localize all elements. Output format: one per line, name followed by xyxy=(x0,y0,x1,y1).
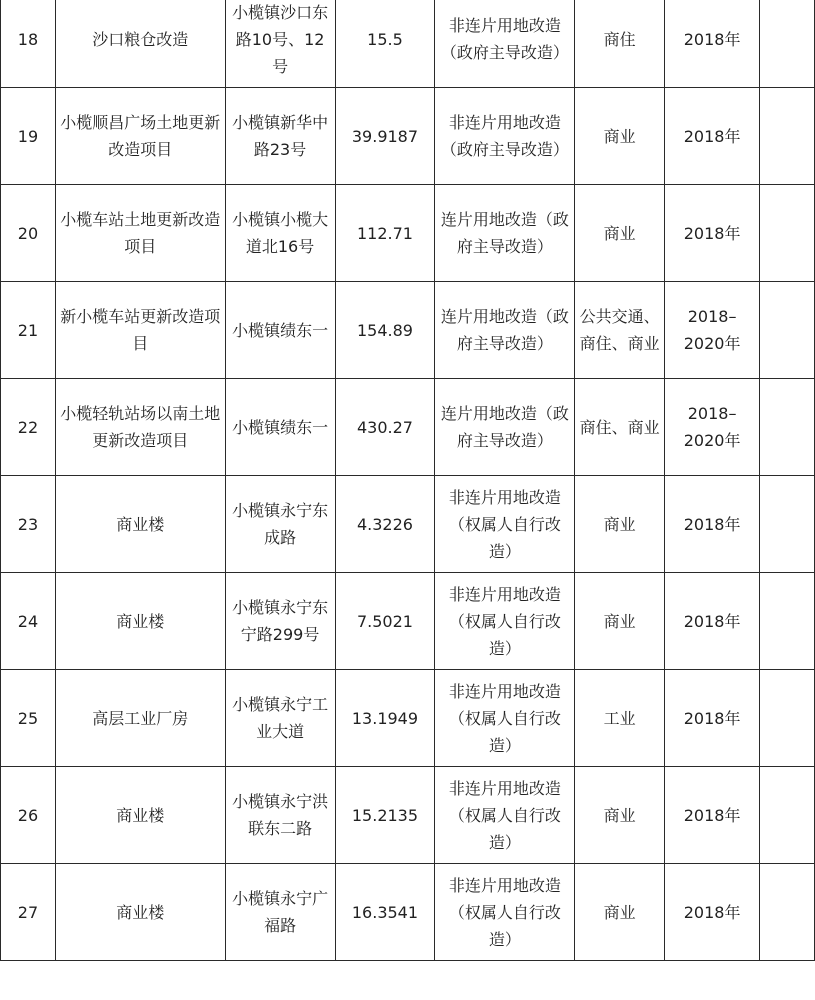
renewal-mode-cell-text: 非连片用地改造（权属人自行改造） xyxy=(448,584,561,658)
table-row xyxy=(1,0,815,88)
year-cell-text: 2018年 xyxy=(683,611,741,631)
land-use-cell-text: 商业 xyxy=(603,223,636,243)
land-use-cell-text: 商业 xyxy=(603,805,636,825)
row-number-cell xyxy=(1,670,56,767)
project-name-cell-text: 商业楼 xyxy=(116,611,165,631)
land-use-cell xyxy=(575,767,665,864)
table-row xyxy=(1,670,815,767)
land-use-cell xyxy=(575,0,665,88)
empty-cell xyxy=(760,573,815,670)
land-use-cell-text: 商住、商业 xyxy=(579,417,660,437)
table-row xyxy=(1,282,815,379)
area-cell xyxy=(335,185,435,282)
address-cell xyxy=(225,476,335,573)
area-cell xyxy=(335,670,435,767)
year-cell xyxy=(665,379,760,476)
row-number-cell-text: 24 xyxy=(17,611,39,631)
row-number-cell xyxy=(1,0,56,88)
area-cell-text: 13.1949 xyxy=(351,708,419,728)
area-cell xyxy=(335,767,435,864)
land-use-cell xyxy=(575,670,665,767)
area-cell-text: 112.71 xyxy=(356,223,413,243)
project-name-cell-text: 高层工业厂房 xyxy=(92,708,189,728)
area-cell-text: 430.27 xyxy=(356,417,413,437)
land-use-cell-text: 商业 xyxy=(603,611,636,631)
project-name-cell-text: 商业楼 xyxy=(116,805,165,825)
address-cell xyxy=(225,670,335,767)
renewal-mode-cell xyxy=(435,573,575,670)
row-number-cell xyxy=(1,767,56,864)
renewal-mode-cell-text: 非连片用地改造（政府主导改造） xyxy=(440,16,569,62)
table-row xyxy=(1,185,815,282)
project-name-cell-text: 小榄轻轨站场以南土地更新改造项目 xyxy=(60,404,221,450)
land-use-cell xyxy=(575,864,665,961)
year-cell xyxy=(665,767,760,864)
year-cell-text: 2018年 xyxy=(683,223,741,243)
empty-cell xyxy=(760,0,815,88)
address-cell-text: 小榄镇绩东一 xyxy=(232,417,329,437)
renewal-mode-cell xyxy=(435,379,575,476)
year-cell-text: 2018年 xyxy=(683,29,741,49)
land-use-cell xyxy=(575,185,665,282)
empty-cell xyxy=(760,282,815,379)
row-number-cell xyxy=(1,864,56,961)
year-cell-text: 2018年 xyxy=(683,805,741,825)
renewal-mode-cell-text: 非连片用地改造（权属人自行改造） xyxy=(448,487,561,561)
renewal-mode-cell xyxy=(435,476,575,573)
table-row xyxy=(1,767,815,864)
project-name-cell xyxy=(55,282,225,379)
area-cell-text: 4.3226 xyxy=(356,514,413,534)
year-cell-text: 2018年 xyxy=(683,514,741,534)
address-cell xyxy=(225,864,335,961)
table-row xyxy=(1,379,815,476)
table-body xyxy=(1,0,815,961)
row-number-cell-text: 22 xyxy=(17,417,39,437)
renewal-mode-cell xyxy=(435,185,575,282)
year-cell xyxy=(665,476,760,573)
empty-cell xyxy=(760,185,815,282)
project-name-cell-text: 商业楼 xyxy=(116,514,165,534)
address-cell-text: 小榄镇沙口东路10号、12号 xyxy=(232,2,329,76)
land-use-cell-text: 工业 xyxy=(603,708,636,728)
address-cell-text: 小榄镇永宁广福路 xyxy=(232,889,329,935)
row-number-cell xyxy=(1,282,56,379)
table-row xyxy=(1,864,815,961)
address-cell xyxy=(225,767,335,864)
renewal-mode-cell xyxy=(435,864,575,961)
row-number-cell-text: 23 xyxy=(17,514,39,534)
year-cell xyxy=(665,282,760,379)
area-cell xyxy=(335,476,435,573)
area-cell-text: 16.3541 xyxy=(351,902,419,922)
project-name-cell xyxy=(55,185,225,282)
renewal-mode-cell-text: 非连片用地改造（权属人自行改造） xyxy=(448,778,561,852)
row-number-cell xyxy=(1,573,56,670)
land-use-cell-text: 商住 xyxy=(603,29,636,49)
table-row xyxy=(1,573,815,670)
address-cell-text: 小榄镇永宁东成路 xyxy=(232,501,329,547)
renewal-mode-cell-text: 连片用地改造（政府主导改造） xyxy=(440,307,569,353)
land-use-cell-text: 商业 xyxy=(603,126,636,146)
project-name-cell xyxy=(55,379,225,476)
row-number-cell xyxy=(1,476,56,573)
address-cell-text: 小榄镇绩东一 xyxy=(232,320,329,340)
area-cell xyxy=(335,573,435,670)
area-cell xyxy=(335,864,435,961)
project-name-cell xyxy=(55,0,225,88)
area-cell-text: 39.9187 xyxy=(351,126,419,146)
row-number-cell-text: 26 xyxy=(17,805,39,825)
address-cell-text: 小榄镇永宁东宁路299号 xyxy=(232,598,329,644)
area-cell xyxy=(335,379,435,476)
renewal-mode-cell xyxy=(435,670,575,767)
renewal-mode-cell xyxy=(435,88,575,185)
year-cell-text: 2018年 xyxy=(683,126,741,146)
renewal-mode-cell xyxy=(435,282,575,379)
empty-cell xyxy=(760,379,815,476)
empty-cell xyxy=(760,767,815,864)
project-name-cell-text: 商业楼 xyxy=(116,902,165,922)
project-name-cell-text: 小榄顺昌广场土地更新改造项目 xyxy=(60,113,221,159)
renewal-mode-cell xyxy=(435,767,575,864)
renewal-mode-cell-text: 非连片用地改造（权属人自行改造） xyxy=(448,681,561,755)
year-cell-text: 2018年 xyxy=(683,708,741,728)
year-cell xyxy=(665,0,760,88)
row-number-cell xyxy=(1,88,56,185)
renewal-mode-cell xyxy=(435,0,575,88)
land-use-cell-text: 商业 xyxy=(603,514,636,534)
project-name-cell xyxy=(55,670,225,767)
empty-cell xyxy=(760,88,815,185)
year-cell xyxy=(665,573,760,670)
empty-cell xyxy=(760,670,815,767)
area-cell-text: 7.5021 xyxy=(356,611,413,631)
renewal-mode-cell-text: 非连片用地改造（政府主导改造） xyxy=(440,113,569,159)
empty-cell xyxy=(760,864,815,961)
row-number-cell-text: 19 xyxy=(17,126,39,146)
year-cell xyxy=(665,88,760,185)
land-use-cell xyxy=(575,573,665,670)
address-cell xyxy=(225,379,335,476)
address-cell-text: 小榄镇小榄大道北16号 xyxy=(232,210,329,256)
address-cell xyxy=(225,0,335,88)
renewal-mode-cell-text: 连片用地改造（政府主导改造） xyxy=(440,404,569,450)
row-number-cell-text: 21 xyxy=(17,320,39,340)
project-name-cell xyxy=(55,767,225,864)
land-use-cell-text: 商业 xyxy=(603,902,636,922)
address-cell-text: 小榄镇永宁工业大道 xyxy=(232,695,329,741)
row-number-cell-text: 18 xyxy=(17,29,39,49)
row-number-cell-text: 25 xyxy=(17,708,39,728)
land-use-cell xyxy=(575,379,665,476)
land-use-cell xyxy=(575,88,665,185)
row-number-cell xyxy=(1,379,56,476)
year-cell xyxy=(665,864,760,961)
year-cell xyxy=(665,670,760,767)
area-cell xyxy=(335,88,435,185)
address-cell xyxy=(225,185,335,282)
year-cell-text: 2018–2020年 xyxy=(683,307,741,353)
area-cell-text: 15.2135 xyxy=(351,805,419,825)
project-name-cell xyxy=(55,864,225,961)
address-cell xyxy=(225,282,335,379)
project-name-cell-text: 小榄车站土地更新改造项目 xyxy=(60,210,221,256)
empty-cell xyxy=(760,476,815,573)
year-cell-text: 2018年 xyxy=(683,902,741,922)
row-number-cell xyxy=(1,185,56,282)
address-cell xyxy=(225,88,335,185)
area-cell-text: 15.5 xyxy=(367,29,403,49)
area-cell-text: 154.89 xyxy=(356,320,413,340)
area-cell xyxy=(335,282,435,379)
project-name-cell xyxy=(55,476,225,573)
project-name-cell xyxy=(55,573,225,670)
project-name-cell-text: 新小榄车站更新改造项目 xyxy=(60,307,221,353)
land-use-cell-text: 公共交通、商住、商业 xyxy=(579,307,660,353)
project-name-cell xyxy=(55,88,225,185)
year-cell xyxy=(665,185,760,282)
row-number-cell-text: 20 xyxy=(17,223,39,243)
address-cell xyxy=(225,573,335,670)
renewal-mode-cell-text: 连片用地改造（政府主导改造） xyxy=(440,210,569,256)
project-name-cell-text: 沙口粮仓改造 xyxy=(92,29,189,49)
land-use-cell xyxy=(575,282,665,379)
area-cell xyxy=(335,0,435,88)
address-cell-text: 小榄镇永宁洪联东二路 xyxy=(232,792,329,838)
address-cell-text: 小榄镇新华中路23号 xyxy=(232,113,329,159)
table-row xyxy=(1,88,815,185)
renewal-mode-cell-text: 非连片用地改造（权属人自行改造） xyxy=(448,875,561,949)
land-use-cell xyxy=(575,476,665,573)
table-row xyxy=(1,476,815,573)
year-cell-text: 2018–2020年 xyxy=(683,404,741,450)
row-number-cell-text: 27 xyxy=(17,902,39,922)
